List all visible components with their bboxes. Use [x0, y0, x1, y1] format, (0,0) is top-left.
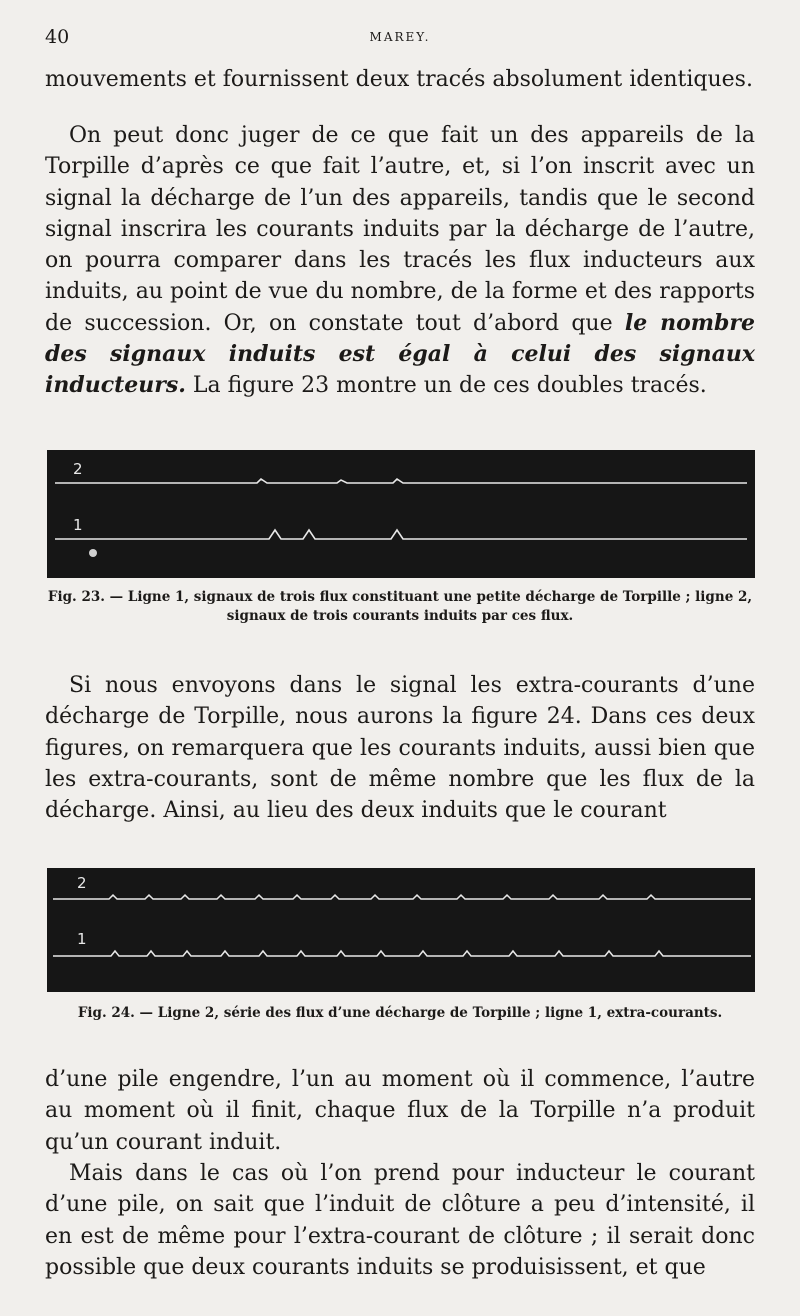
figure-24-line-2-trace	[53, 895, 751, 899]
figure-24-caption	[45, 1004, 755, 1023]
figure-24-caption-label: Fig. 24.	[77, 1005, 135, 1021]
figure-24-caption-text: — Ligne 2, série des flux d’une décharge de Torpille ; ligne 1, extra-courants.	[134, 1005, 723, 1021]
figure-23-caption-label: Fig. 23.	[47, 589, 105, 605]
figure-23-line-2-label: 2	[73, 460, 83, 478]
figure-24-line-1-trace	[53, 951, 751, 956]
figure-24-traces	[47, 868, 755, 992]
paragraph-2-text-b: La figure 23 montre un de ces doubles tracés.	[185, 373, 707, 399]
paragraph-3-text: Si nous envoyons dans le signal les extra-courants d’une décharge de Torpille, nous aurons la figure 24. Dans ces deux figures, on remarquera que les courants induits, aussi bien que les extra-courants, sont de même nombre que les flux de la décharge. Ainsi, au lieu des deux induits que le courant	[45, 673, 755, 824]
figure-23-line-1-label: 1	[73, 516, 83, 534]
paragraph-4	[45, 1064, 755, 1158]
figure-23-stylus-mark	[89, 549, 97, 557]
figure-23-caption-text: — Ligne 1, signaux de trois flux constituant une petite décharge de Torpille ; ligne 2, signaux de trois courants induits par ces flux.	[104, 589, 753, 624]
paragraph-2-emphasis: le nombre des signaux induits est égal à celui des signaux inducteurs.	[45, 309, 755, 399]
paragraph-1	[45, 64, 755, 95]
figure-23-line-1-trace	[55, 530, 747, 539]
figure-24-line-1-label: 1	[77, 930, 87, 948]
figure-23-line-2-trace	[55, 479, 747, 483]
figure-23	[47, 450, 755, 578]
figure-23-caption	[45, 588, 755, 626]
figure-24-line-2-label: 2	[77, 874, 87, 892]
paragraph-2-text-a: On peut donc juger de ce que fait un des appareils de la Torpille d’après ce que fait l’autre, et, si l’on inscrit avec un signal la décharge de l’un des appareils, tandis que le second signal inscrira les courants induits par la décharge de l’autre, on pourra comparer dans les tracés les flux inducteurs aux induits, au point de vue du nombre, de la forme et des rapports de succession. Or, on constate tout d’abord que	[45, 123, 755, 336]
paragraph-3	[45, 670, 755, 826]
figure-23-traces	[47, 450, 755, 578]
paragraph-4-text: d’une pile engendre, l’un au moment où il commence, l’autre au moment où il finit, chaque flux de la Torpille n’a produit qu’un courant induit.	[45, 1067, 755, 1155]
page-header	[45, 26, 755, 50]
running-title: MAREY.	[369, 30, 431, 44]
paragraph-2	[45, 120, 755, 402]
paragraph-1-text: mouvements et fournissent deux tracés absolument identiques.	[45, 67, 753, 92]
figure-24	[47, 868, 755, 992]
page-number: 40	[45, 26, 70, 48]
paragraph-5	[45, 1158, 755, 1283]
paragraph-5-text: Mais dans le cas où l’on prend pour inducteur le courant d’une pile, on sait que l’induit de clôture a peu d’intensité, il en est de même pour l’extra-courant de clôture ; il serait donc possible que deux courants induits se produisissent, et que	[45, 1161, 755, 1280]
